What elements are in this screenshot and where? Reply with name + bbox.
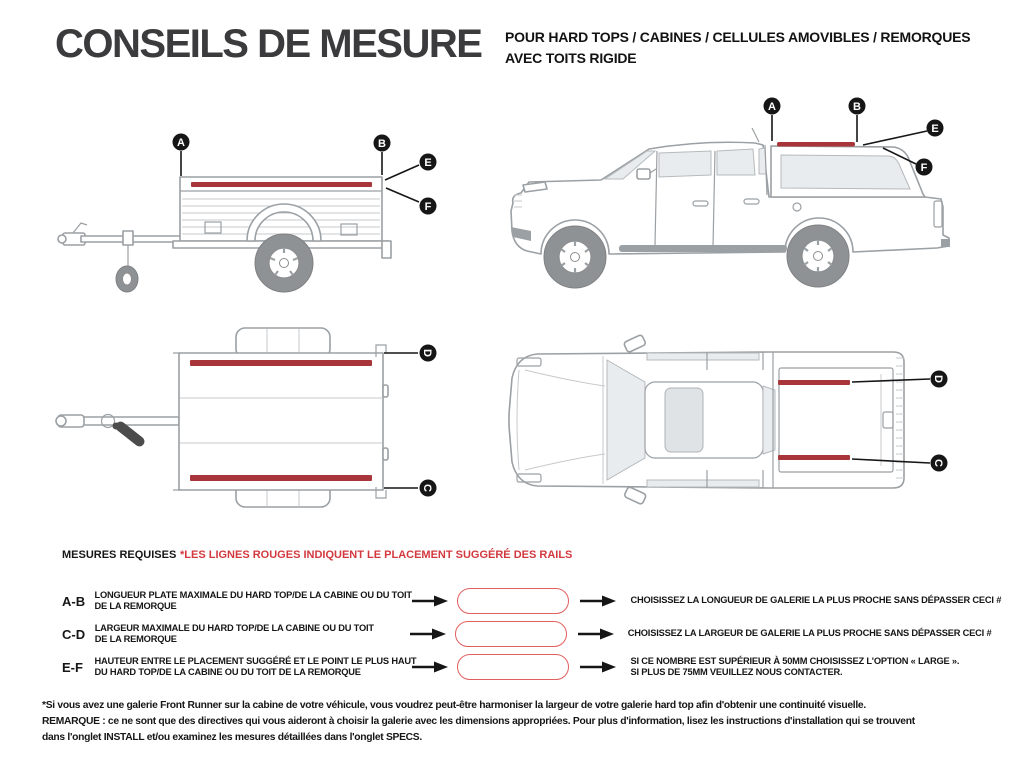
- svg-text:D: D: [421, 349, 433, 357]
- footer-line-3: dans l'onglet INSTALL et/ou examinez les mesures détaillées dans l'onglet SPECS.: [42, 732, 422, 743]
- subtitle-line-1: POUR HARD TOPS / CABINES / CELLULES AMOVIBLES / REMORQUES: [505, 29, 971, 45]
- range-label-ef: E-F: [62, 659, 83, 675]
- trailer-wheel: [255, 234, 313, 292]
- measure-row-cd: [0, 617, 1024, 651]
- footer-note: [42, 698, 1020, 746]
- rail-stripe: [191, 182, 372, 187]
- svg-text:C: C: [932, 459, 944, 467]
- marker-e: [385, 154, 437, 181]
- footer-line-2: REMARQUE : ce ne sont que des directives qui vous aideront à choisir la galerie avec les dimensions appropriées. Pour plus d'information, lisez les instructions d'installation qui se trouvent: [42, 716, 915, 727]
- svg-text:F: F: [424, 201, 432, 213]
- svg-text:D: D: [932, 375, 944, 383]
- measure-row-ef: [0, 650, 1024, 684]
- instruction-cd: CHOISISSEZ LA LARGEUR DE GALERIE LA PLUS PROCHE SANS DÉPASSER CECI #: [627, 628, 992, 639]
- svg-text:E: E: [424, 157, 432, 169]
- truck-rear-wheel: [787, 225, 849, 287]
- svg-text:F: F: [920, 162, 928, 174]
- range-label-cd: C-D: [62, 626, 86, 642]
- measures-heading: MESURES REQUISES: [62, 549, 177, 561]
- arrow-right-icon: [412, 661, 448, 673]
- arrow-right-icon: [410, 628, 446, 640]
- page-subtitle: [505, 27, 970, 69]
- rail-stripe: [190, 360, 372, 366]
- svg-text:C: C: [421, 484, 433, 492]
- svg-text:B: B: [853, 101, 861, 113]
- measure-description-ef: HAUTEUR ENTRE LE PLACEMENT SUGGÉRÉ ET LE POINT LE PLUS HAUT DU HARD TOP/DE LA CABINE OU DU TOIT DE LA REMORQUE: [94, 656, 417, 677]
- instruction-ab: CHOISISSEZ LA LONGUEUR DE GALERIE LA PLUS PROCHE SANS DÉPASSER CECI #: [630, 595, 1002, 606]
- trailer-side-view-diagram: [55, 98, 445, 308]
- marker-e: [863, 120, 944, 146]
- marker-b: [849, 98, 866, 143]
- trailer-top-view-diagram: [50, 315, 450, 520]
- marker-b: [374, 135, 391, 176]
- marker-a: [173, 134, 190, 177]
- trailer-top-drawbar: [56, 415, 179, 449]
- marker-d: [384, 345, 437, 362]
- arrow-right-icon: [580, 661, 616, 673]
- measure-description-cd: LARGEUR MAXIMALE DU HARD TOP/DE LA CABINE OU DU TOIT DE LA REMORQUE: [94, 623, 374, 644]
- range-label-ab: A-B: [62, 593, 86, 609]
- arrow-right-icon: [578, 628, 614, 640]
- truck-top-view-diagram: [495, 330, 1020, 520]
- arrow-right-icon: [412, 595, 448, 607]
- truck-top-body: [509, 334, 904, 504]
- red-lines-note: *LES LIGNES ROUGES INDIQUENT LE PLACEMENT SUGGÉRÉ DES RAILS: [180, 549, 573, 561]
- measurement-input-ef[interactable]: [457, 654, 569, 680]
- svg-text:E: E: [931, 123, 939, 135]
- svg-text:B: B: [378, 138, 386, 150]
- rail-stripe: [778, 380, 850, 385]
- instruction-ef: SI CE NOMBRE EST SUPÉRIEUR À 50MM CHOISISSEZ L'OPTION « LARGE ». SI PLUS DE 75MM VEUILLEZ NOUS CONTACTER.: [630, 655, 960, 677]
- svg-text:A: A: [768, 101, 776, 113]
- footer-line-1: *Si vous avez une galerie Front Runner sur la cabine de votre véhicule, vous voudrez peut-être harmoniser la largeur de votre galerie hard top afin d'obtenir une continuité visuelle.: [42, 700, 866, 711]
- trailer-drawbar: [58, 223, 182, 292]
- truck-canopy: [771, 142, 925, 197]
- marker-f: [386, 188, 437, 215]
- measurement-input-ab[interactable]: [457, 588, 569, 614]
- measure-row-ab: [0, 584, 1024, 618]
- marker-a: [764, 98, 781, 142]
- arrow-right-icon: [580, 595, 616, 607]
- truck-side-view-diagram: [497, 85, 1022, 300]
- subtitle-line-2: AVEC TOITS RIGIDE: [505, 50, 637, 66]
- marker-c: [384, 480, 437, 497]
- measure-description-ab: LONGUEUR PLATE MAXIMALE DU HARD TOP/DE LA CABINE OU DU TOIT DE LA REMORQUE: [94, 590, 412, 611]
- rail-stripe: [777, 142, 855, 147]
- truck-front-wheel: [544, 226, 606, 288]
- rail-stripe: [778, 455, 850, 460]
- rail-stripe: [190, 475, 372, 481]
- svg-text:A: A: [177, 137, 185, 149]
- measurement-input-cd[interactable]: [455, 621, 567, 647]
- trailer-top-body: [173, 345, 388, 498]
- page-title: CONSEILS DE MESURE: [55, 22, 482, 66]
